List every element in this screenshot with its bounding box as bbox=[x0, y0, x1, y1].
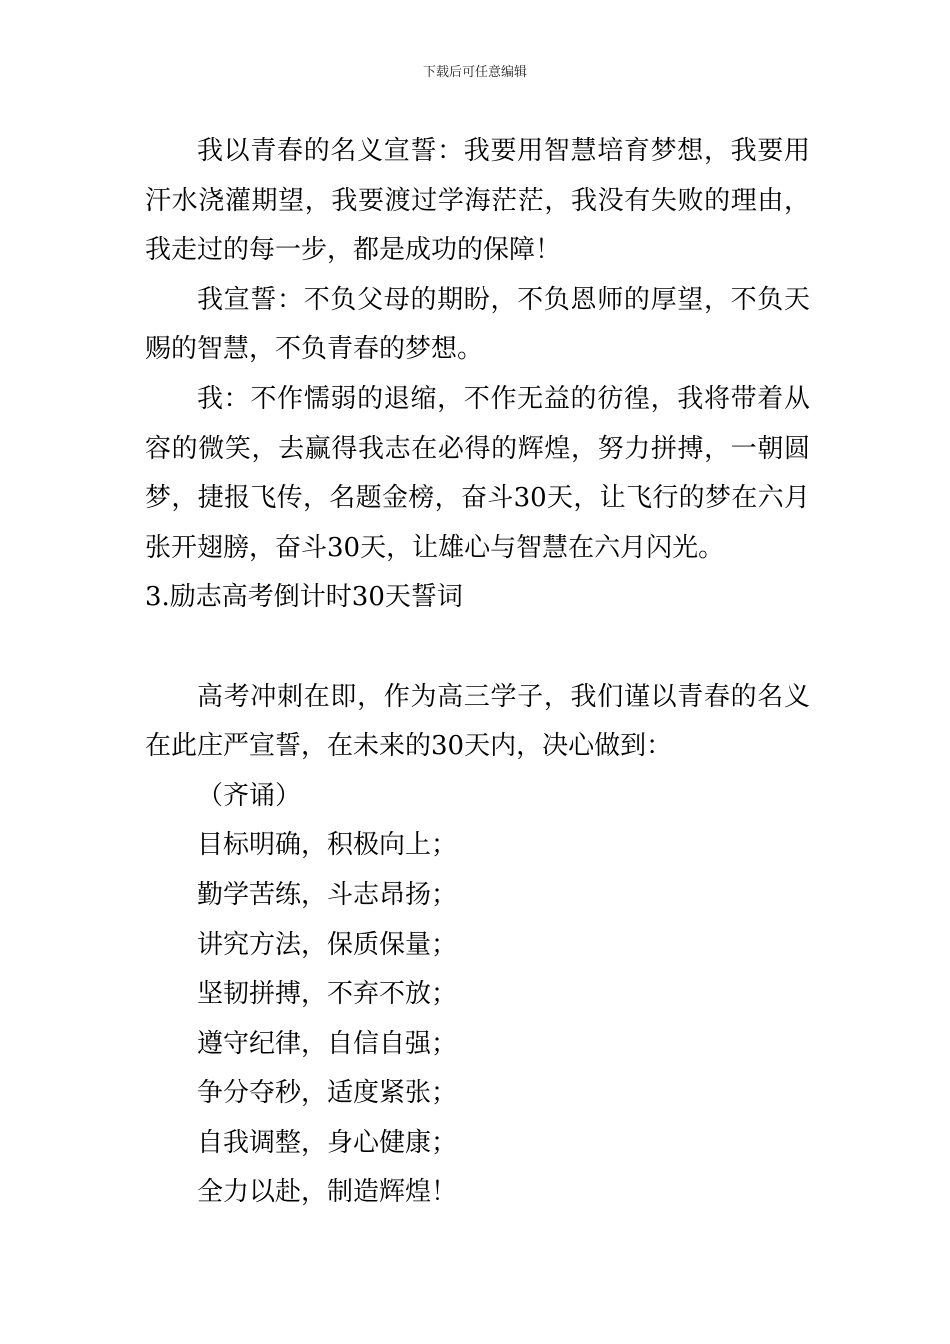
paragraph-oath-promise: 我宣誓：不负父母的期盼，不负恩师的厚望，不负天赐的智慧，不负青春的梦想。 bbox=[145, 284, 810, 365]
oath-line: 勤学苦练，斗志昂扬； bbox=[197, 879, 458, 910]
oath-line: 争分夺秒，适度紧张； bbox=[197, 1078, 458, 1109]
oath-line: 自我调整，身心健康； bbox=[197, 1127, 458, 1158]
paragraph-oath-resolve: 我：不作懦弱的退缩，不作无益的彷徨，我将带着从容的微笑，去赢得我志在必得的辉煌，努力拼搏，一朝圆梦，捷报飞传，名题金榜，奋斗30天，让飞行的梦在六月张开翅膀，奋斗30天，让雄心与智慧在六月闪光。 bbox=[145, 383, 810, 563]
section-heading: 3.励志高考倒计时30天誓词 bbox=[145, 582, 463, 613]
page-header: 下载后可任意编辑 bbox=[422, 65, 527, 80]
paragraph-oath-youth: 我以青春的名义宣誓：我要用智慧培育梦想，我要用汗水浇灌期望，我要渡过学海茫茫，我没有失败的理由，我走过的每一步，都是成功的保障！ bbox=[145, 136, 810, 266]
oath-line: 遵守纪律，自信自强； bbox=[197, 1028, 458, 1059]
recitation-note: （齐诵） bbox=[197, 780, 302, 811]
blank-line bbox=[145, 623, 810, 673]
oath-line: 讲究方法，保质保量； bbox=[197, 929, 458, 960]
oath-line: 全力以赴，制造辉煌！ bbox=[197, 1177, 458, 1208]
section-intro: 高考冲刺在即，作为高三学子，我们谨以青春的名义在此庄严宣誓，在未来的30天内，决心做到： bbox=[145, 681, 810, 762]
document-body bbox=[145, 127, 810, 1218]
oath-line: 目标明确，积极向上； bbox=[197, 830, 458, 861]
oath-line: 坚韧拼搏，不弃不放； bbox=[197, 979, 458, 1010]
